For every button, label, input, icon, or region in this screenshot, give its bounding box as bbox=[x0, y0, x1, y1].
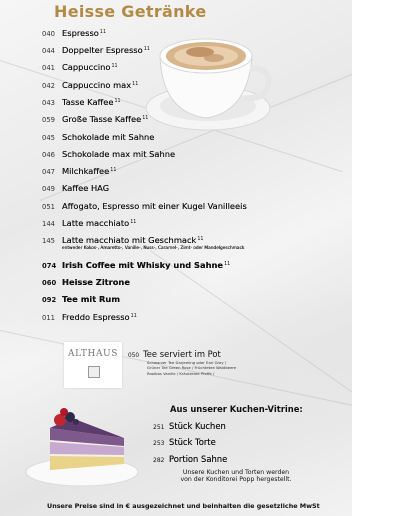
cappuccino-cup-image bbox=[140, 28, 280, 140]
drink-name: Tee mit Rum bbox=[62, 294, 120, 304]
drink-number: 059 bbox=[42, 116, 55, 124]
tea-name: Tee serviert im Pot bbox=[143, 349, 221, 359]
drink-item bbox=[42, 166, 116, 176]
cake-number: 253 bbox=[153, 440, 165, 447]
tea-number: 050 bbox=[128, 353, 140, 359]
drink-item bbox=[42, 183, 109, 193]
drink-name: Latte macchiato mit Geschmack bbox=[62, 235, 197, 245]
drink-name: Cappuccino max bbox=[62, 80, 132, 90]
drink-number: 047 bbox=[42, 168, 55, 176]
marble-vein bbox=[150, 250, 352, 400]
drink-item bbox=[42, 312, 137, 322]
drink-name: Latte macchiato bbox=[62, 218, 130, 228]
drink-item bbox=[42, 97, 121, 107]
drink-item bbox=[42, 114, 148, 124]
menu-title: Heisse Getränke bbox=[54, 2, 207, 21]
drink-number: 074 bbox=[42, 262, 57, 270]
drink-number: 041 bbox=[42, 64, 55, 72]
drink-number: 045 bbox=[42, 134, 55, 142]
drink-number: 043 bbox=[42, 99, 55, 107]
drink-name: Große Tasse Kaffee bbox=[62, 114, 142, 124]
berry-cake-image bbox=[20, 400, 140, 490]
additive-marker: 11 bbox=[130, 314, 137, 319]
drink-number: 044 bbox=[42, 47, 55, 55]
additive-marker: 11 bbox=[197, 237, 204, 242]
drink-item bbox=[42, 80, 138, 90]
drink-name: Cappuccino bbox=[62, 62, 111, 72]
drink-number: 092 bbox=[42, 296, 57, 304]
cake-name: Portion Sahne bbox=[169, 454, 228, 464]
drink-name: Milchkaffee bbox=[62, 166, 110, 176]
latte-flavors-note: entweder Kokos-, Amaretto-, Vanille-, Nuss-, Caramel-, Zimt- oder Mandelgeschmack bbox=[62, 246, 245, 251]
additive-marker: 11 bbox=[143, 47, 150, 52]
additive-marker: 11 bbox=[132, 82, 139, 87]
additive-marker: 11 bbox=[99, 30, 106, 35]
cake-item bbox=[153, 421, 226, 431]
drink-number: 051 bbox=[42, 203, 55, 211]
drink-number: 145 bbox=[42, 237, 55, 245]
logo-mark-icon bbox=[88, 366, 100, 378]
logo-text: ALTHAUS bbox=[67, 349, 119, 359]
drink-name: Affogato, Espresso mit einer Kugel Vanilleeis bbox=[62, 201, 247, 211]
drink-item bbox=[42, 28, 106, 38]
drink-name: Freddo Espresso bbox=[62, 312, 130, 322]
drink-name: Schokolade max mit Sahne bbox=[62, 149, 176, 159]
drink-item bbox=[42, 149, 175, 159]
cake-name: Stück Torte bbox=[169, 437, 216, 447]
cake-note-line: Unsere Kuchen und Torten werden bbox=[182, 469, 290, 476]
tea-desc-line: Rooibos Vanille / Kräutertee Pfeffe / bbox=[147, 370, 215, 376]
additive-marker: 11 bbox=[142, 116, 149, 121]
price-footer: Unsere Preise sind in € ausgezeichnet und beinhalten die gesetzliche MwSt bbox=[47, 502, 320, 510]
additive-marker: 11 bbox=[114, 99, 121, 104]
cake-item bbox=[153, 437, 216, 447]
drink-number: 049 bbox=[42, 185, 55, 193]
cake-name: Stück Kuchen bbox=[169, 421, 226, 431]
additive-marker: 11 bbox=[130, 220, 137, 225]
drink-item bbox=[42, 62, 118, 72]
drink-name: Espresso bbox=[62, 28, 99, 38]
cake-number: 251 bbox=[153, 424, 165, 431]
tea-description bbox=[147, 360, 257, 376]
drink-item bbox=[42, 45, 150, 55]
drink-name: Irish Coffee mit Whisky und Sahne bbox=[62, 260, 224, 270]
drink-item bbox=[42, 277, 130, 287]
drink-number: 042 bbox=[42, 82, 55, 90]
additive-marker: 11 bbox=[224, 262, 231, 267]
cake-section-title: Aus unserer Kuchen-Vitrine: bbox=[170, 404, 303, 414]
drink-name: Kaffee HAG bbox=[62, 183, 110, 193]
drink-item bbox=[42, 294, 120, 304]
cake-item bbox=[153, 454, 227, 464]
drink-item bbox=[42, 201, 247, 211]
drink-item bbox=[42, 235, 203, 245]
drink-item bbox=[42, 218, 136, 228]
drink-number: 011 bbox=[42, 314, 55, 322]
additive-marker: 11 bbox=[111, 64, 118, 69]
drink-number: 046 bbox=[42, 151, 55, 159]
tea-desc-line: Schwarzer Tee Darjeeling oder Earl Grey / bbox=[147, 360, 227, 365]
drink-name: Tasse Kaffee bbox=[62, 97, 114, 107]
drink-name: Heisse Zitrone bbox=[62, 277, 130, 287]
drink-item bbox=[42, 260, 230, 270]
additive-marker: 11 bbox=[110, 168, 117, 173]
cake-note bbox=[151, 469, 321, 483]
cake-number: 282 bbox=[153, 457, 165, 464]
drink-number: 144 bbox=[42, 220, 55, 228]
tea-desc-line: Grüner Tee Green Rose / Früchtetee Waldbeere bbox=[147, 365, 237, 371]
drink-number: 060 bbox=[42, 279, 57, 287]
drink-name: Schokolade mit Sahne bbox=[62, 132, 155, 142]
tea-item bbox=[128, 349, 221, 359]
drink-name: Doppelter Espresso bbox=[62, 45, 143, 55]
cake-note-line: von der Konditorei Popp hergestellt. bbox=[180, 476, 292, 484]
drink-item bbox=[42, 132, 154, 142]
althaus-logo bbox=[64, 342, 122, 388]
drink-number: 040 bbox=[42, 30, 55, 38]
